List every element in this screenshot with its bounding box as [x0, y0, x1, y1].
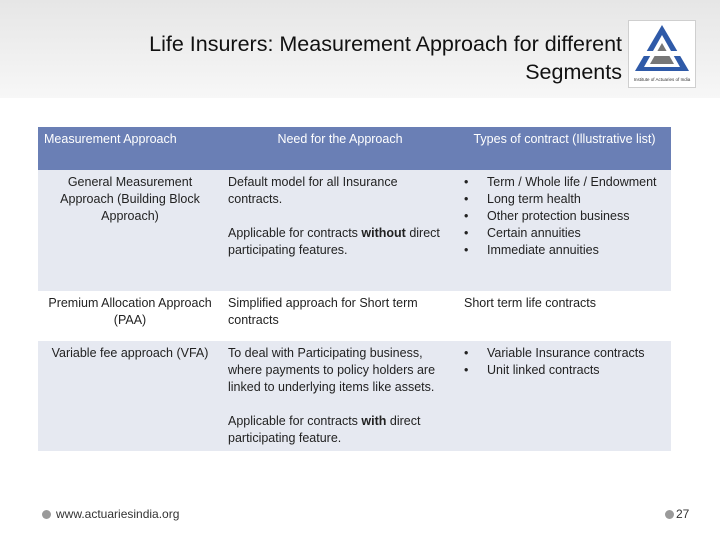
need-emphasis: with — [361, 414, 387, 428]
list-item: • Variable Insurance contracts — [464, 345, 665, 362]
table-row — [38, 170, 671, 291]
circle-bullet-icon — [665, 510, 674, 519]
types-cell — [458, 341, 671, 451]
need-cell — [222, 341, 458, 451]
list-item: • Long term health — [464, 191, 665, 208]
list-item: • Immediate annuities — [464, 242, 665, 259]
need-text-part: Applicable for contracts — [228, 414, 362, 428]
need-text-part: direct participating features. — [228, 226, 440, 257]
slide-title — [62, 30, 622, 86]
approach-cell: General Measurement Approach (Building Block Approach) — [38, 170, 222, 291]
need-text-part: Applicable for contracts — [228, 226, 362, 240]
logo-caption: Institute of Actuaries of India — [633, 77, 691, 82]
need-emphasis: without — [361, 226, 406, 240]
footer-url[interactable]: www.actuariesindia.org — [56, 507, 180, 521]
approach-cell: Variable fee approach (VFA) — [38, 341, 222, 451]
header-need: Need for the Approach — [222, 127, 458, 170]
page-number: 27 — [676, 507, 690, 521]
need-cell: Simplified approach for Short term contracts — [222, 291, 458, 341]
need-applicability — [228, 413, 452, 447]
need-text-part: direct participating feature. — [228, 414, 421, 445]
circle-bullet-icon — [42, 510, 51, 519]
institute-logo — [628, 20, 696, 88]
measurement-table — [38, 127, 671, 451]
need-text: Default model for all Insurance contracts. — [228, 175, 398, 206]
slide-title-line1: Life Insurers: Measurement Approach for different — [149, 32, 622, 56]
list-item: • Other protection business — [464, 208, 665, 225]
triangle-logo-icon — [629, 21, 695, 77]
header-types: Types of contract (Illustrative list) — [458, 127, 671, 170]
list-item: • Term / Whole life / Endowment — [464, 174, 665, 191]
list-item: • Certain annuities — [464, 225, 665, 242]
types-cell: Short term life contracts — [458, 291, 671, 341]
need-text: To deal with Participating business, where payments to policy holders are linked to underlying items like assets. — [228, 346, 436, 394]
table-header-row — [38, 127, 671, 170]
types-cell — [458, 170, 671, 291]
approach-cell: Premium Allocation Approach (PAA) — [38, 291, 222, 341]
list-item: • Unit linked contracts — [464, 362, 665, 379]
header-measurement-approach: Measurement Approach — [38, 127, 222, 170]
need-applicability — [228, 225, 452, 259]
slide-title-line2: Segments — [525, 60, 622, 84]
need-cell — [222, 170, 458, 291]
table-row — [38, 341, 671, 451]
table-row — [38, 291, 671, 341]
